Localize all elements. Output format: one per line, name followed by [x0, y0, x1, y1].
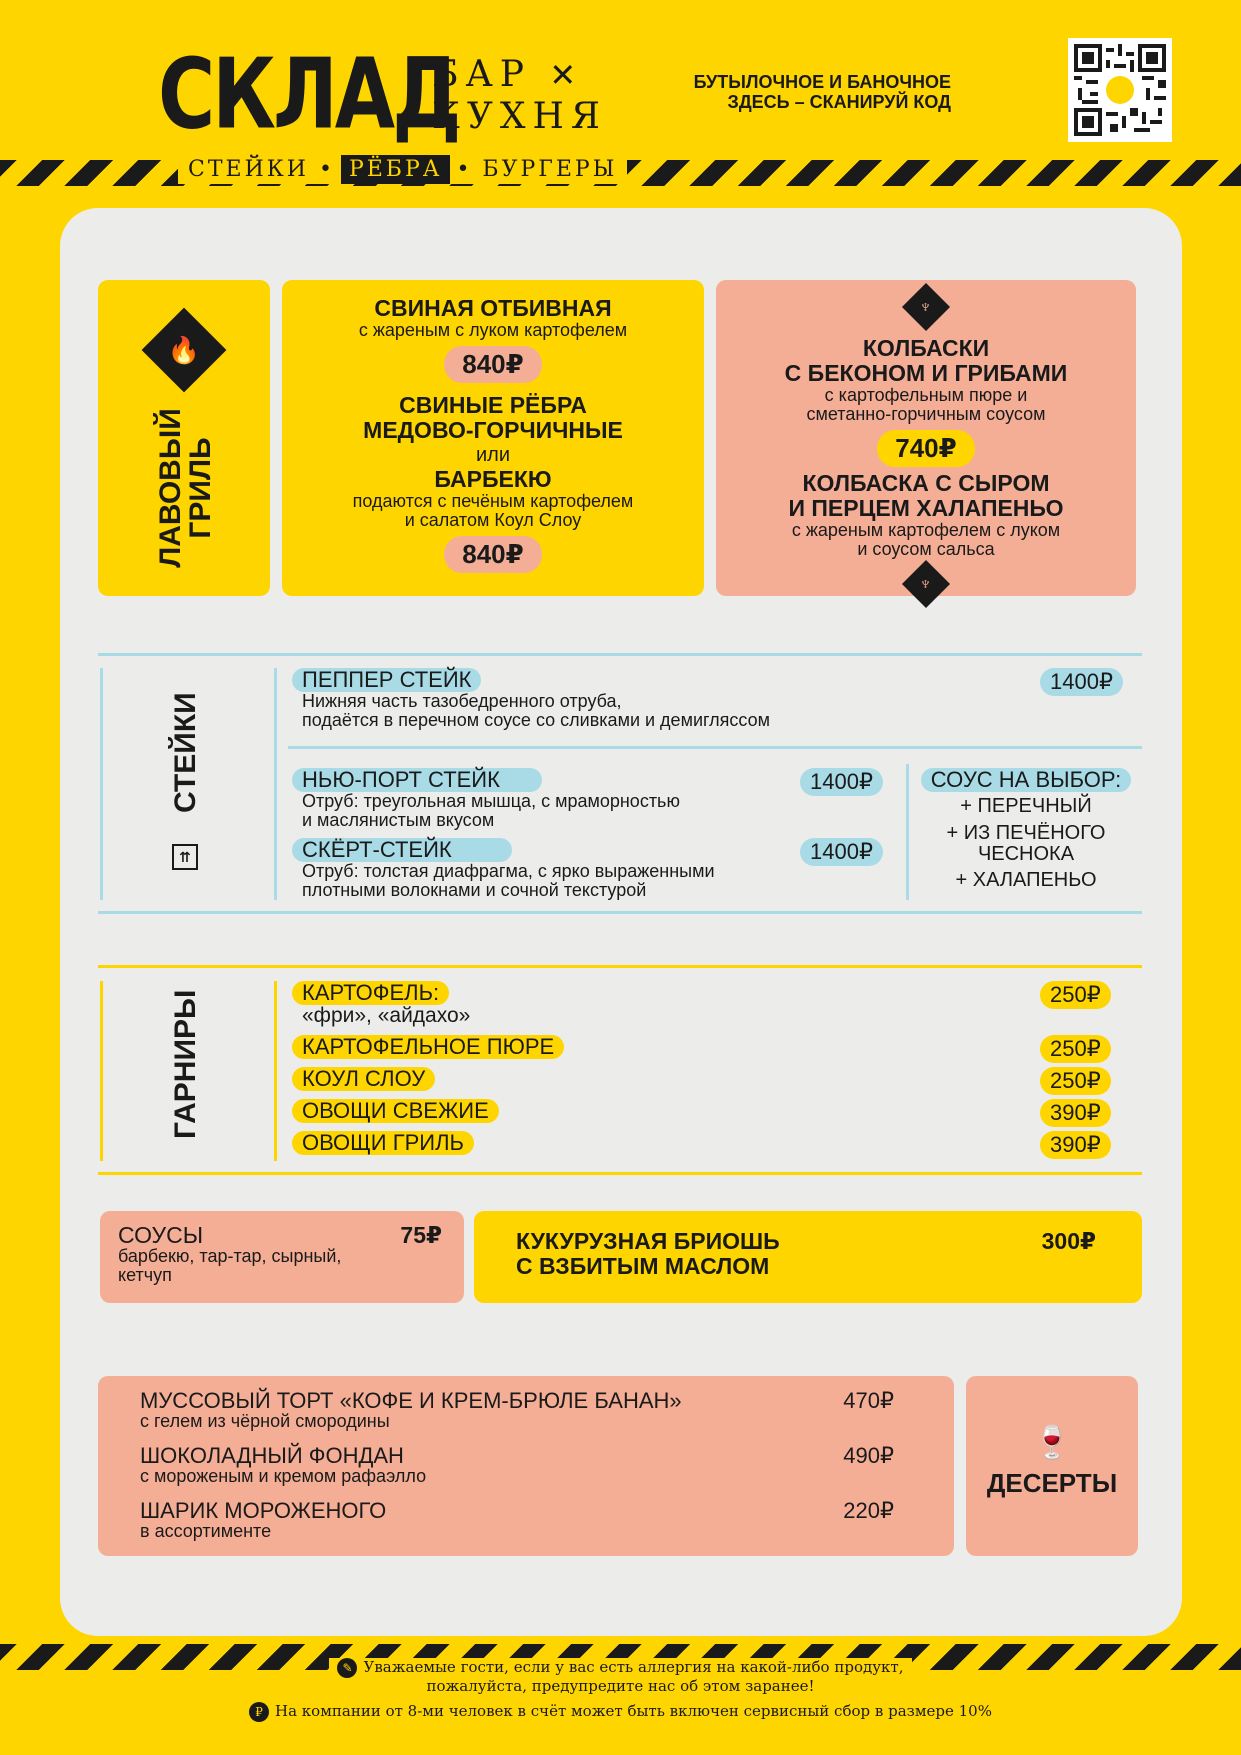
- item-name: НЬЮ-ПОРТ СТЕЙК: [292, 768, 542, 792]
- item-name: СВИНЫЕ РЁБРА: [399, 392, 587, 418]
- price-badge: 1400₽: [800, 838, 883, 866]
- desserts-label: ДЕСЕРТЫ: [986, 1468, 1118, 1498]
- steaks-row-divider: [288, 746, 1142, 749]
- item-desc: с жареным с луком картофелем: [358, 320, 628, 340]
- price: 220₽: [843, 1498, 894, 1523]
- steaks-label: СТЕЙКИ: [169, 692, 202, 813]
- item-desc: Нижняя часть тазобедренного отруба,: [302, 691, 622, 711]
- price-badge: 1400₽: [800, 768, 883, 796]
- sauce-title: СОУС НА ВЫБОР:: [921, 768, 1131, 792]
- logo: СКЛАД: [158, 38, 459, 151]
- sauce-choice: [916, 768, 1136, 892]
- lava-grill-items: [282, 280, 704, 596]
- item-name: ОВОЩИ ГРИЛЬ: [292, 1131, 474, 1155]
- chef-icon: ♆: [902, 560, 950, 608]
- item-desc: с жареным картофелем с луком: [791, 520, 1061, 540]
- item-desc: и салатом Коул Слоу: [404, 510, 582, 530]
- item-name: СКЁРТ-СТЕЙК: [292, 838, 512, 862]
- sauce-option: + ИЗ ПЕЧЁНОГО: [946, 822, 1106, 844]
- item-name: С ВЗБИТЫМ МАСЛОМ: [516, 1253, 770, 1279]
- item-name: ОВОЩИ СВЕЖИЕ: [292, 1099, 499, 1123]
- item-name: МЕДОВО-ГОРЧИЧНЫЕ: [363, 417, 623, 443]
- item-desc: сметанно-горчичным соусом: [806, 404, 1046, 424]
- qr-code[interactable]: [1068, 38, 1172, 142]
- bar-kitchen: БАР ✕ КУХНЯ: [432, 54, 607, 137]
- item-desc: кетчуп: [118, 1265, 172, 1285]
- item-name: С БЕКОНОМ И ГРИБАМИ: [784, 360, 1068, 386]
- item-desc: плотными волокнами и сочной текстурой: [302, 880, 647, 900]
- lava-grill-label-panel: [98, 280, 270, 596]
- item-desc: и маслянистым вкусом: [302, 810, 495, 830]
- glass-fork-icon: 🍷: [1032, 1424, 1072, 1460]
- sides-divider-bottom: [98, 1172, 1142, 1175]
- item-name: КОУЛ СЛОУ: [292, 1067, 435, 1091]
- item-or: или: [475, 444, 510, 466]
- allergy-icon: ✎: [337, 1658, 357, 1678]
- price-badge: 250₽: [1040, 1067, 1111, 1095]
- item-name: БАРБЕКЮ: [434, 466, 552, 492]
- sides-label: ГАРНИРЫ: [169, 989, 202, 1139]
- allergy-notice: ✎ Уважаемые гости, если у вас есть аллергия на какой-либо продукт, пожалуйста, предупредите нас об этом заранее!: [0, 1658, 1241, 1695]
- price-badge: 840₽: [444, 346, 541, 383]
- item-name: КОЛБАСКИ: [862, 335, 990, 361]
- item-desc: Отруб: треугольная мышца, с мраморностью: [302, 791, 680, 811]
- steaks-inner-line: [274, 668, 277, 900]
- box-icon: ⇈: [172, 844, 198, 870]
- price: 75₽: [400, 1222, 442, 1248]
- item-desc: подаются с печёным картофелем: [352, 491, 634, 511]
- desserts-label-panel: [966, 1376, 1138, 1556]
- menu-card: [60, 208, 1182, 1636]
- ruble-icon: ₽: [249, 1702, 269, 1722]
- price-badge: 390₽: [1040, 1099, 1111, 1127]
- item-name: КАРТОФЕЛЬНОЕ ПЮРЕ: [292, 1035, 564, 1059]
- price-badge: 390₽: [1040, 1131, 1111, 1159]
- item-desc: барбекю, тар-тар, сырный,: [118, 1246, 342, 1266]
- price: 490₽: [843, 1443, 894, 1468]
- item-desc: Отруб: толстая диафрагма, с ярко выраженными: [302, 861, 715, 881]
- lava-grill-label: ЛАВОВЫЙ ГРИЛЬ: [154, 408, 217, 568]
- steak-item: [292, 668, 992, 730]
- steaks-side-line: [100, 668, 103, 900]
- item-name: МУССОВЫЙ ТОРТ «КОФЕ И КРЕМ-БРЮЛЕ БАНАН»: [140, 1388, 682, 1413]
- item-name: И ПЕРЦЕМ ХАЛАПЕНЬО: [788, 495, 1064, 521]
- service-notice: ₽ На компании от 8-ми человек в счёт может быть включен сервисный сбор в размере 10%: [0, 1702, 1241, 1722]
- price-badge: 840₽: [444, 536, 541, 573]
- side-item: [292, 981, 470, 1027]
- item-desc: подаётся в перечном соусе со сливками и демигляссом: [302, 710, 770, 730]
- sides-side-line: [100, 981, 103, 1161]
- qr-code-icon: [1074, 44, 1166, 136]
- flame-icon: 🔥: [142, 308, 227, 393]
- sauce-option: + ПЕРЕЧНЫЙ: [960, 795, 1092, 817]
- steaks-divider-top: [98, 653, 1142, 656]
- item-name: КУКУРУЗНАЯ БРИОШЬ: [516, 1228, 780, 1254]
- item-name: ПЕППЕР СТЕЙК: [292, 668, 481, 692]
- item-name: СОУСЫ: [118, 1222, 204, 1248]
- item-desc: с мороженым и кремом рафаэлло: [140, 1466, 427, 1486]
- sides-inner-line: [274, 981, 277, 1161]
- item-desc: с гелем из чёрной смородины: [140, 1411, 390, 1431]
- tagline: СТЕЙКИ • РЁБРА • БУРГЕРЫ: [178, 155, 627, 184]
- item-desc: с картофельным пюре и: [824, 385, 1028, 405]
- item-name: ШОКОЛАДНЫЙ ФОНДАН: [140, 1443, 404, 1468]
- price-badge: 250₽: [1040, 981, 1111, 1009]
- price-badge: 1400₽: [1040, 668, 1123, 696]
- brioche-panel: [474, 1211, 1142, 1303]
- price-badge: 250₽: [1040, 1035, 1111, 1063]
- price: 470₽: [843, 1388, 894, 1413]
- bottle-promo: БУТЫЛОЧНОЕ И БАНОЧНОЕ ЗДЕСЬ – СКАНИРУЙ КОД: [693, 72, 951, 112]
- fork-knife-icon: ✕: [549, 56, 584, 94]
- sauce-option: ЧЕСНОКА: [977, 843, 1075, 865]
- item-name: КАРТОФЕЛЬ:: [292, 981, 449, 1005]
- item-name: ШАРИК МОРОЖЕНОГО: [140, 1498, 387, 1523]
- sides-divider-top: [98, 965, 1142, 968]
- chef-icon: ♆: [902, 283, 950, 331]
- item-desc: и соусом сальса: [857, 539, 995, 559]
- desserts-panel: [98, 1376, 954, 1556]
- item-name: КОЛБАСКА С СЫРОМ: [802, 470, 1050, 496]
- steaks-divider-bottom: [98, 911, 1142, 914]
- item-desc: в ассортименте: [140, 1521, 272, 1541]
- sauce-option: + ХАЛАПЕНЬО: [955, 869, 1097, 891]
- item-sub: «фри», «айдахо»: [302, 1004, 471, 1027]
- sausages-panel: [716, 280, 1136, 596]
- sauces-panel: [100, 1211, 464, 1303]
- price-badge: 740₽: [877, 430, 974, 467]
- sauce-divider: [906, 764, 909, 900]
- item-name: СВИНАЯ ОТБИВНАЯ: [374, 295, 612, 321]
- price: 300₽: [1041, 1228, 1096, 1254]
